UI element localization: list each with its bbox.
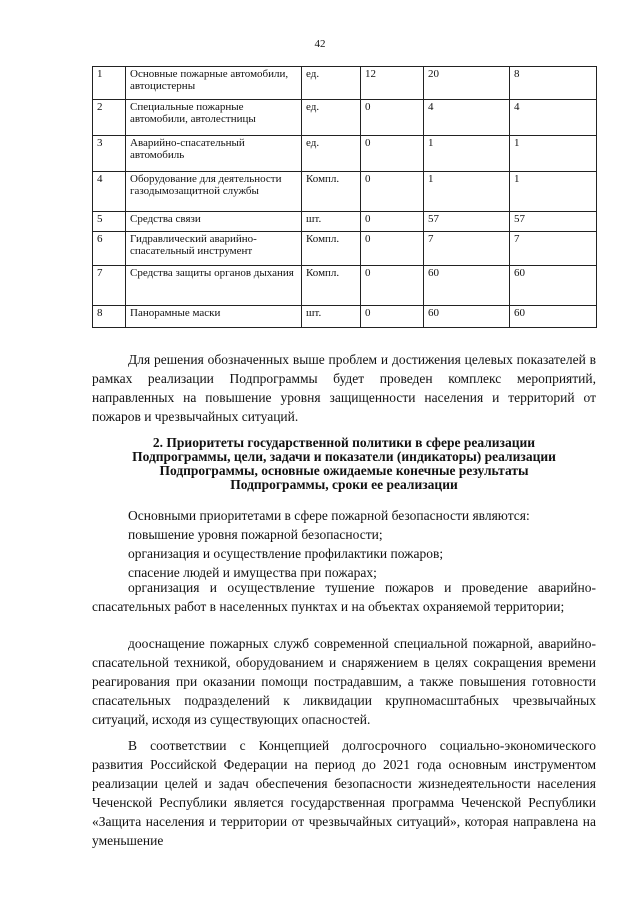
table-cell-num: 4 <box>93 172 126 212</box>
table-cell-v2: 1 <box>424 136 510 172</box>
equipment-table <box>92 66 597 328</box>
table-cell-unit: ед. <box>302 136 361 172</box>
table-cell-name: Средства связи <box>126 212 302 232</box>
table-cell-num: 8 <box>93 306 126 328</box>
table-cell-name: Панорамные маски <box>126 306 302 328</box>
table-cell-name: Оборудование для деятельности газодымозащитной службы <box>126 172 302 212</box>
table-cell-v2: 7 <box>424 232 510 266</box>
table-row <box>93 100 597 136</box>
table-cell-v1: 0 <box>361 232 424 266</box>
table-row <box>93 67 597 100</box>
table-cell-unit: шт. <box>302 306 361 328</box>
concept-paragraph: В соответствии с Концепцией долгосрочного социально-экономического развития Российской Федерации на период до 2021 года основным инструментом реализации целей и задач обеспечения безопасности жизнедеятельности населения Чеченской Республики является государственная программа Чеченской Республики «Защита населения и территории от чрезвычайных ситуаций», которая направлена на уменьшение <box>92 738 596 848</box>
table-row <box>93 172 597 212</box>
priority-item: повышение уровня пожарной безопасности; <box>128 527 383 542</box>
table-cell-name: Основные пожарные автомобили, автоцистерны <box>126 67 302 100</box>
priorities-lead: Основными приоритетами в сфере пожарной безопасности являются: <box>128 508 530 523</box>
table-cell-v2: 4 <box>424 100 510 136</box>
table-cell-v2: 20 <box>424 67 510 100</box>
page-number: 42 <box>314 38 326 50</box>
intro-paragraph: Для решения обозначенных выше проблем и достижения целевых показателей в рамках реализации Подпрограммы будет проведен комплекс мероприятий, направленных на повышение уровня защищенности населения и территорий от пожаров и чрезвычайных ситуаций. <box>92 352 596 424</box>
table-row <box>93 266 597 306</box>
table-cell-unit: шт. <box>302 212 361 232</box>
table-row <box>93 136 597 172</box>
table-row <box>93 212 597 232</box>
table-cell-v1: 0 <box>361 212 424 232</box>
priority-item: дооснащение пожарных служб современной специальной пожарной, аварийно-спасательной техникой, оборудованием и снаряжением в целях сокращения времени реагирования при оказании помощи пострадавшим, а также повышения готовности спасательных подразделений к ликвидации крупномасштабных чрезвычайных ситуаций, исходя из существующих опасностей. <box>92 636 596 727</box>
table-cell-v3: 57 <box>510 212 597 232</box>
table-cell-v3: 1 <box>510 172 597 212</box>
table-cell-num: 2 <box>93 100 126 136</box>
table-cell-v1: 0 <box>361 136 424 172</box>
priority-item: спасение людей и имущества при пожарах; <box>128 565 377 580</box>
priority-item: организация и осуществление профилактики пожаров; <box>128 546 444 561</box>
table-row <box>93 306 597 328</box>
table-row <box>93 232 597 266</box>
table-cell-v2: 60 <box>424 266 510 306</box>
table-cell-name: Гидравлический аварийно-спасательный инструмент <box>126 232 302 266</box>
priority-item: организация и осуществление тушение пожаров и проведение аварийно-спасательных работ в населенных пунктах и на объектах охраняемой территории; <box>92 580 596 614</box>
table-cell-unit: Компл. <box>302 266 361 306</box>
section-title: 2. Приоритеты государственной политики в сфере реализации Подпрограммы, цели, задачи и показатели (индикаторы) реализации Подпрограммы, основные ожидаемые конечные результаты Подпрограммы, сроки ее реализации <box>132 435 556 492</box>
table-cell-num: 1 <box>93 67 126 100</box>
table-cell-num: 7 <box>93 266 126 306</box>
table-cell-name: Специальные пожарные автомобили, автолестницы <box>126 100 302 136</box>
table-cell-v3: 1 <box>510 136 597 172</box>
table-cell-v2: 60 <box>424 306 510 328</box>
table-cell-v1: 12 <box>361 67 424 100</box>
table-cell-v3: 8 <box>510 67 597 100</box>
table-cell-unit: Компл. <box>302 232 361 266</box>
table-cell-v1: 0 <box>361 306 424 328</box>
table-cell-unit: Компл. <box>302 172 361 212</box>
table-cell-num: 5 <box>93 212 126 232</box>
table-cell-name: Аварийно-спасательный автомобиль <box>126 136 302 172</box>
table-cell-unit: ед. <box>302 100 361 136</box>
table-cell-v1: 0 <box>361 172 424 212</box>
table-cell-v3: 60 <box>510 306 597 328</box>
table-cell-v2: 1 <box>424 172 510 212</box>
table-cell-v2: 57 <box>424 212 510 232</box>
table-cell-unit: ед. <box>302 67 361 100</box>
table-cell-v1: 0 <box>361 100 424 136</box>
table-cell-v3: 4 <box>510 100 597 136</box>
table-cell-name: Средства защиты органов дыхания <box>126 266 302 306</box>
table-cell-v1: 0 <box>361 266 424 306</box>
table-cell-v3: 7 <box>510 232 597 266</box>
table-cell-v3: 60 <box>510 266 597 306</box>
table-cell-num: 6 <box>93 232 126 266</box>
table-cell-num: 3 <box>93 136 126 172</box>
